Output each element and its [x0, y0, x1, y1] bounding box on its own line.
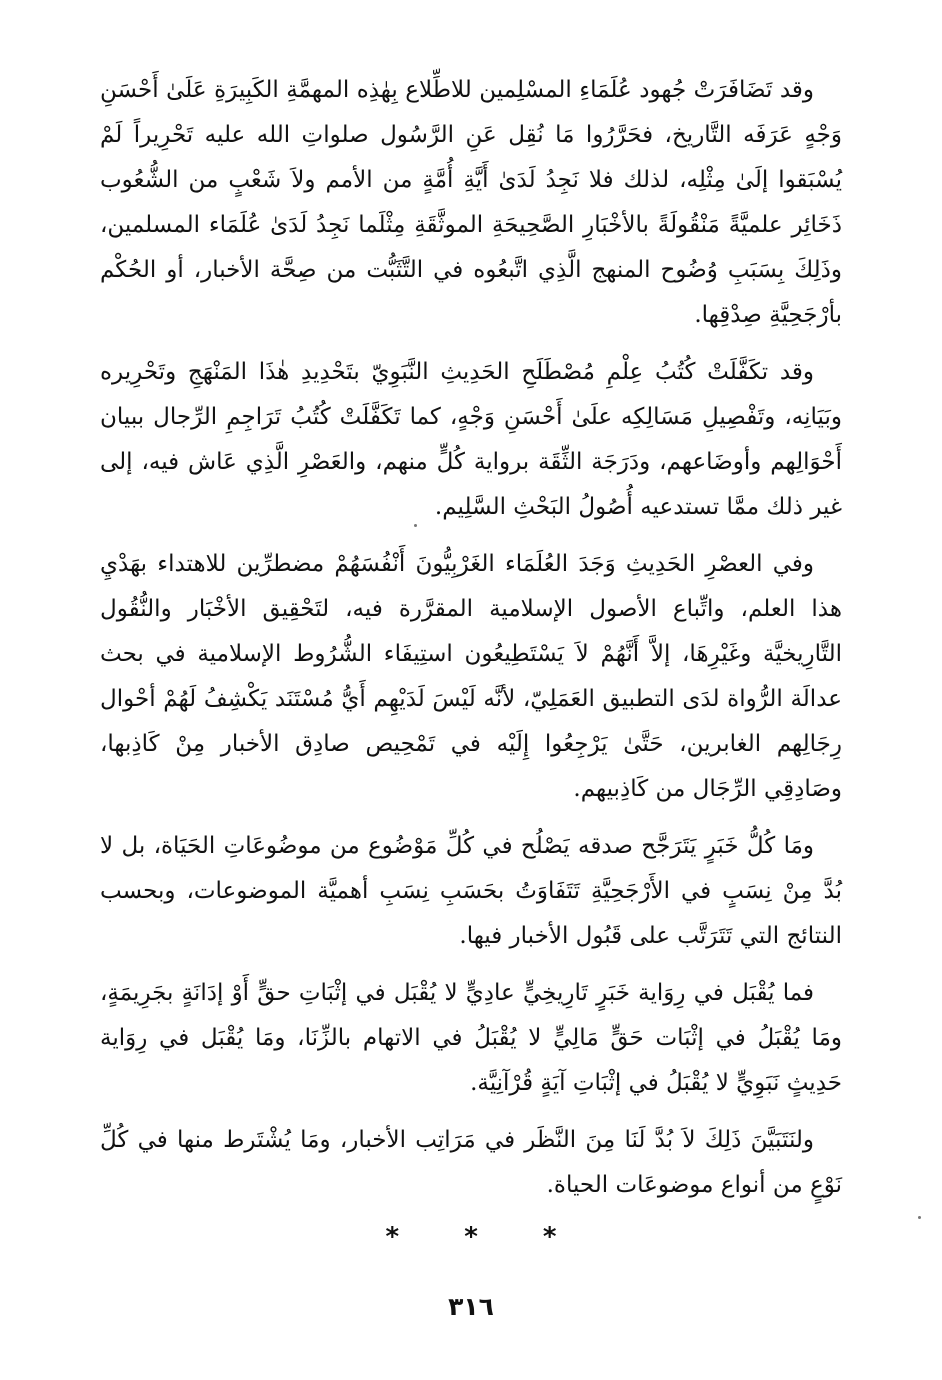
paragraph: ولنَتَبَيَّنَ ذَلِكَ لاَ بُدَّ لَنَا مِنَ النَّظَر في مَرَاتِب الأخبار، ومَا يُشْتَرط منها في كُلِّ نَوْعٍ من أنواع موضوعَات الحياة.	[100, 1127, 842, 1198]
scan-speck	[414, 524, 417, 527]
paragraph: ومَا كُلُّ خَبَرٍ يَتَرَجَّح صدقه يَصْلُح في كُلِّ مَوْضُوع من موضُوعَاتِ الحَيَاة، بل لا بُدَّ مِنْ نِسَبٍ في الأَرْجَحِيَّةِ تَتَفَاوَتُ بحَسَبِ نِسَبِ أهميَّة الموضوعات، وبحسب النتائج التي تَتَرَتَّب على قَبُول الأخبار فيها.	[100, 833, 842, 949]
section-separator: * * *	[385, 1222, 585, 1252]
scan-speck	[918, 1216, 921, 1219]
paragraph: فما يُقْبَل في رِوَاية خَبَرٍ تَارِيخِيٍّ عادِيٍّ لا يُقْبَل في إثْبَاتِ حقٍّ أَوْ إدَانَةٍ بجَرِيمَةٍ، ومَا يُقْبَلُ في إثْبَات حَقٍّ مَالِيٍّ لا يُقْبَلُ في الاتهام بالزِّنَا، ومَا يُقْبَل في رِوَاية حَدِيثٍ نَبَوِيٍّ لا يُقْبَلُ في إثْبَاتِ آيَةٍ قُرْآنِيَّة.	[100, 980, 842, 1096]
page-number: ٣١٦	[448, 1292, 494, 1321]
body-text	[100, 68, 842, 1220]
paragraph: وقد تَضَافَرَتْ جُهود عُلَمَاءِ المسْلِمين للاطِّلاع بِهٰذِه المهمَّةِ الكَبِيرَةِ عَلَىٰ أَحْسَنِ وَجْهٍ عَرَفَه التَّاريخ، فحَرَّرُوا مَا نُقِل عَنِ الرَّسُول صلواتِ الله عليه تَحْرِيراً لَمْ يُسْبَقوا إلَىٰ مِثْلِه، لذلك فلا نَجِدُ لَدَىٰ أَيَّةِ أُمَّةٍ من الأمم ولاَ شَعْبٍ من الشُّعُوب ذَخَائِر علميَّةً مَنْقُولَةً بالأخْبَارِ الصَّحِيحَةِ الموثَّقَةِ مِثْلَما نَجِدُ لَدَىٰ عُلَمَاء المسلمين، وذَلِكَ بِسَبَبِ وُضُوح المنهج الَّذِي اتَّبعُوه في التَّثَبُّت من صِحَّة الأخبار، أو الحُكْم بأرْجَحِيَّةِ صِدْقِها.	[100, 77, 842, 328]
paragraph: وقد تكَفَّلَتْ كُتُبُ عِلْمِ مُصْطَلَحِ الحَدِيثِ النَّبَوِيّ بتَحْدِيدِ هٰذَا المَنْهَجِ وتَحْرِيره وبَيَانِه، وتَفْصِيلِ مَسَالِكِه علَىٰ أَحْسَنِ وَجْهٍ، كما تَكَفَّلَتْ كُتُبُ تَرَاجِمِ الرِّجال ببيان أَحْوَالِهم وأوضَاعهم، ودَرَجَة الثِّقَة برواية كُلٍّ منهم، والعَصْرِ الَّذِي عَاش فيه، إلى غير ذلك ممَّا تستدعيه أُصُولُ البَحْثِ السَّلِيم.	[100, 359, 842, 520]
paragraph: وفي العصْرِ الحَدِيثِ وَجَدَ العُلَمَاء الغَرْبِيُّونَ أَنْفُسَهُمْ مضطرِّين للاهتداء بهَدْيِ هذا العلم، واتِّباع الأصول الإسلامية المقرَّرة فيه، لتَحْقِيق الأخْبَار والنُّقُول التَّارِيخيَّة وغَيْرِهَا، إلاَّ أَنَّهُمْ لاَ يَسْتَطِيعُون استِيفَاء الشُّرُوط الإسلامية في بحث عدالَة الرُّواة لدَى التطبيق العَمَلِيّ، لأنَّه لَيْسَ لَدَيْهِم أَيُّ مُسْتَنَد يَكْشِفُ لَهُمْ أحْوال رِجَالِهم الغابرين، حَتَّىٰ يَرْجِعُوا إِلَيْه في تَمْحِيص صادِق الأخبار مِنْ كَاذِبها، وصَادِقِي الرِّجَال من كَاذِبيهم.	[100, 551, 842, 802]
